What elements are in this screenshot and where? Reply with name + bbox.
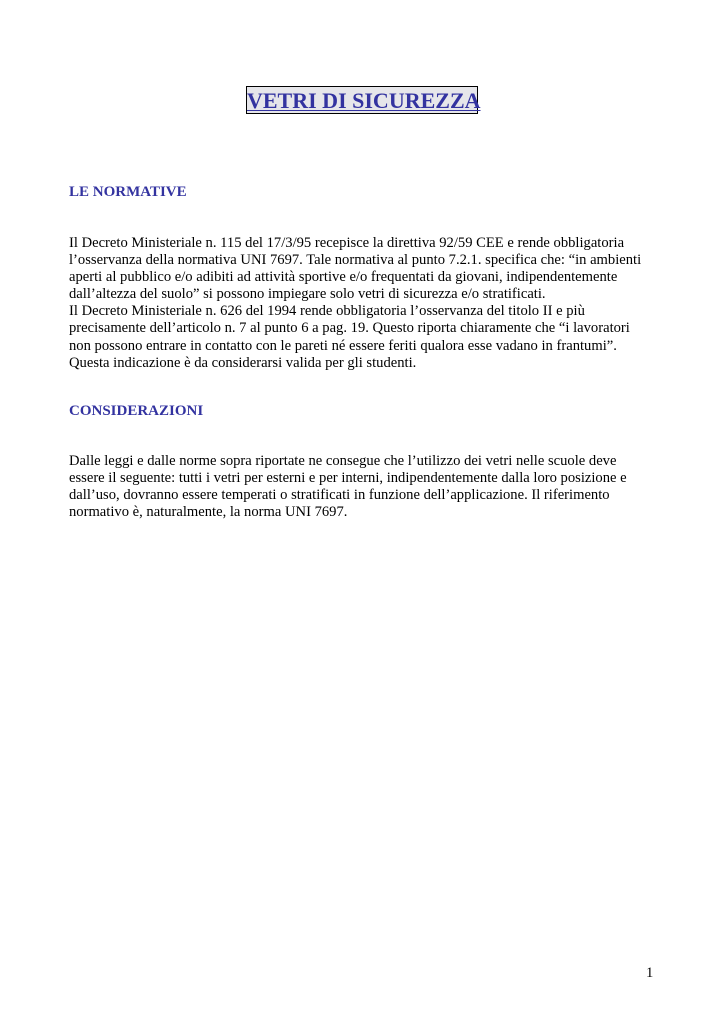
text-line: dall’uso, dovranno essere temperati o stratificati in funzione dell’applicazione. Il riferimento xyxy=(69,487,610,504)
text-line: Dalle leggi e dalle norme sopra riportate ne consegue che l’utilizzo dei vetri nelle scuole deve xyxy=(69,453,617,469)
text-line: aperti al pubblico e/o adibiti ad attività sportive e/o frequentati da giovani, indipendentemente xyxy=(69,269,618,286)
text-line: dall’altezza del suolo” si possono impiegare solo vetri di sicurezza e/o stratificati. xyxy=(69,286,546,303)
document-title: VETRI DI SICUREZZA xyxy=(247,88,481,113)
page-number: 1 xyxy=(646,965,654,981)
section-heading-normative: LE NORMATIVE xyxy=(69,184,187,200)
text-line: essere il seguente: tutti i vetri per esterni e per interni, indipendentemente dalla loro posizione e xyxy=(69,470,627,487)
text-line: precisamente dell’articolo n. 7 al punto 6 a pag. 19. Questo riporta chiaramente che “i lavoratori xyxy=(69,320,630,337)
text-line: Questa indicazione è da considerarsi valida per gli studenti. xyxy=(69,354,417,371)
section-body-considerazioni xyxy=(69,453,659,521)
section-body-normative xyxy=(69,235,659,372)
text-line: normativo è, naturalmente, la norma UNI 7697. xyxy=(69,504,348,521)
text-line: non possono entrare in contatto con le pareti né essere feriti qualora esse vadano in frantumi”. xyxy=(69,337,617,354)
text-line: l’osservanza della normativa UNI 7697. Tale normativa al punto 7.2.1. specifica che: “in ambienti xyxy=(69,252,642,269)
title-box xyxy=(246,86,481,114)
text-line: Il Decreto Ministeriale n. 626 del 1994 rende obbligatoria l’osservanza del titolo II e più xyxy=(69,303,585,320)
text-line: Il Decreto Ministeriale n. 115 del 17/3/95 recepisce la direttiva 92/59 CEE e rende obbligatoria xyxy=(69,235,625,251)
section-heading-considerazioni: CONSIDERAZIONI xyxy=(69,403,204,419)
